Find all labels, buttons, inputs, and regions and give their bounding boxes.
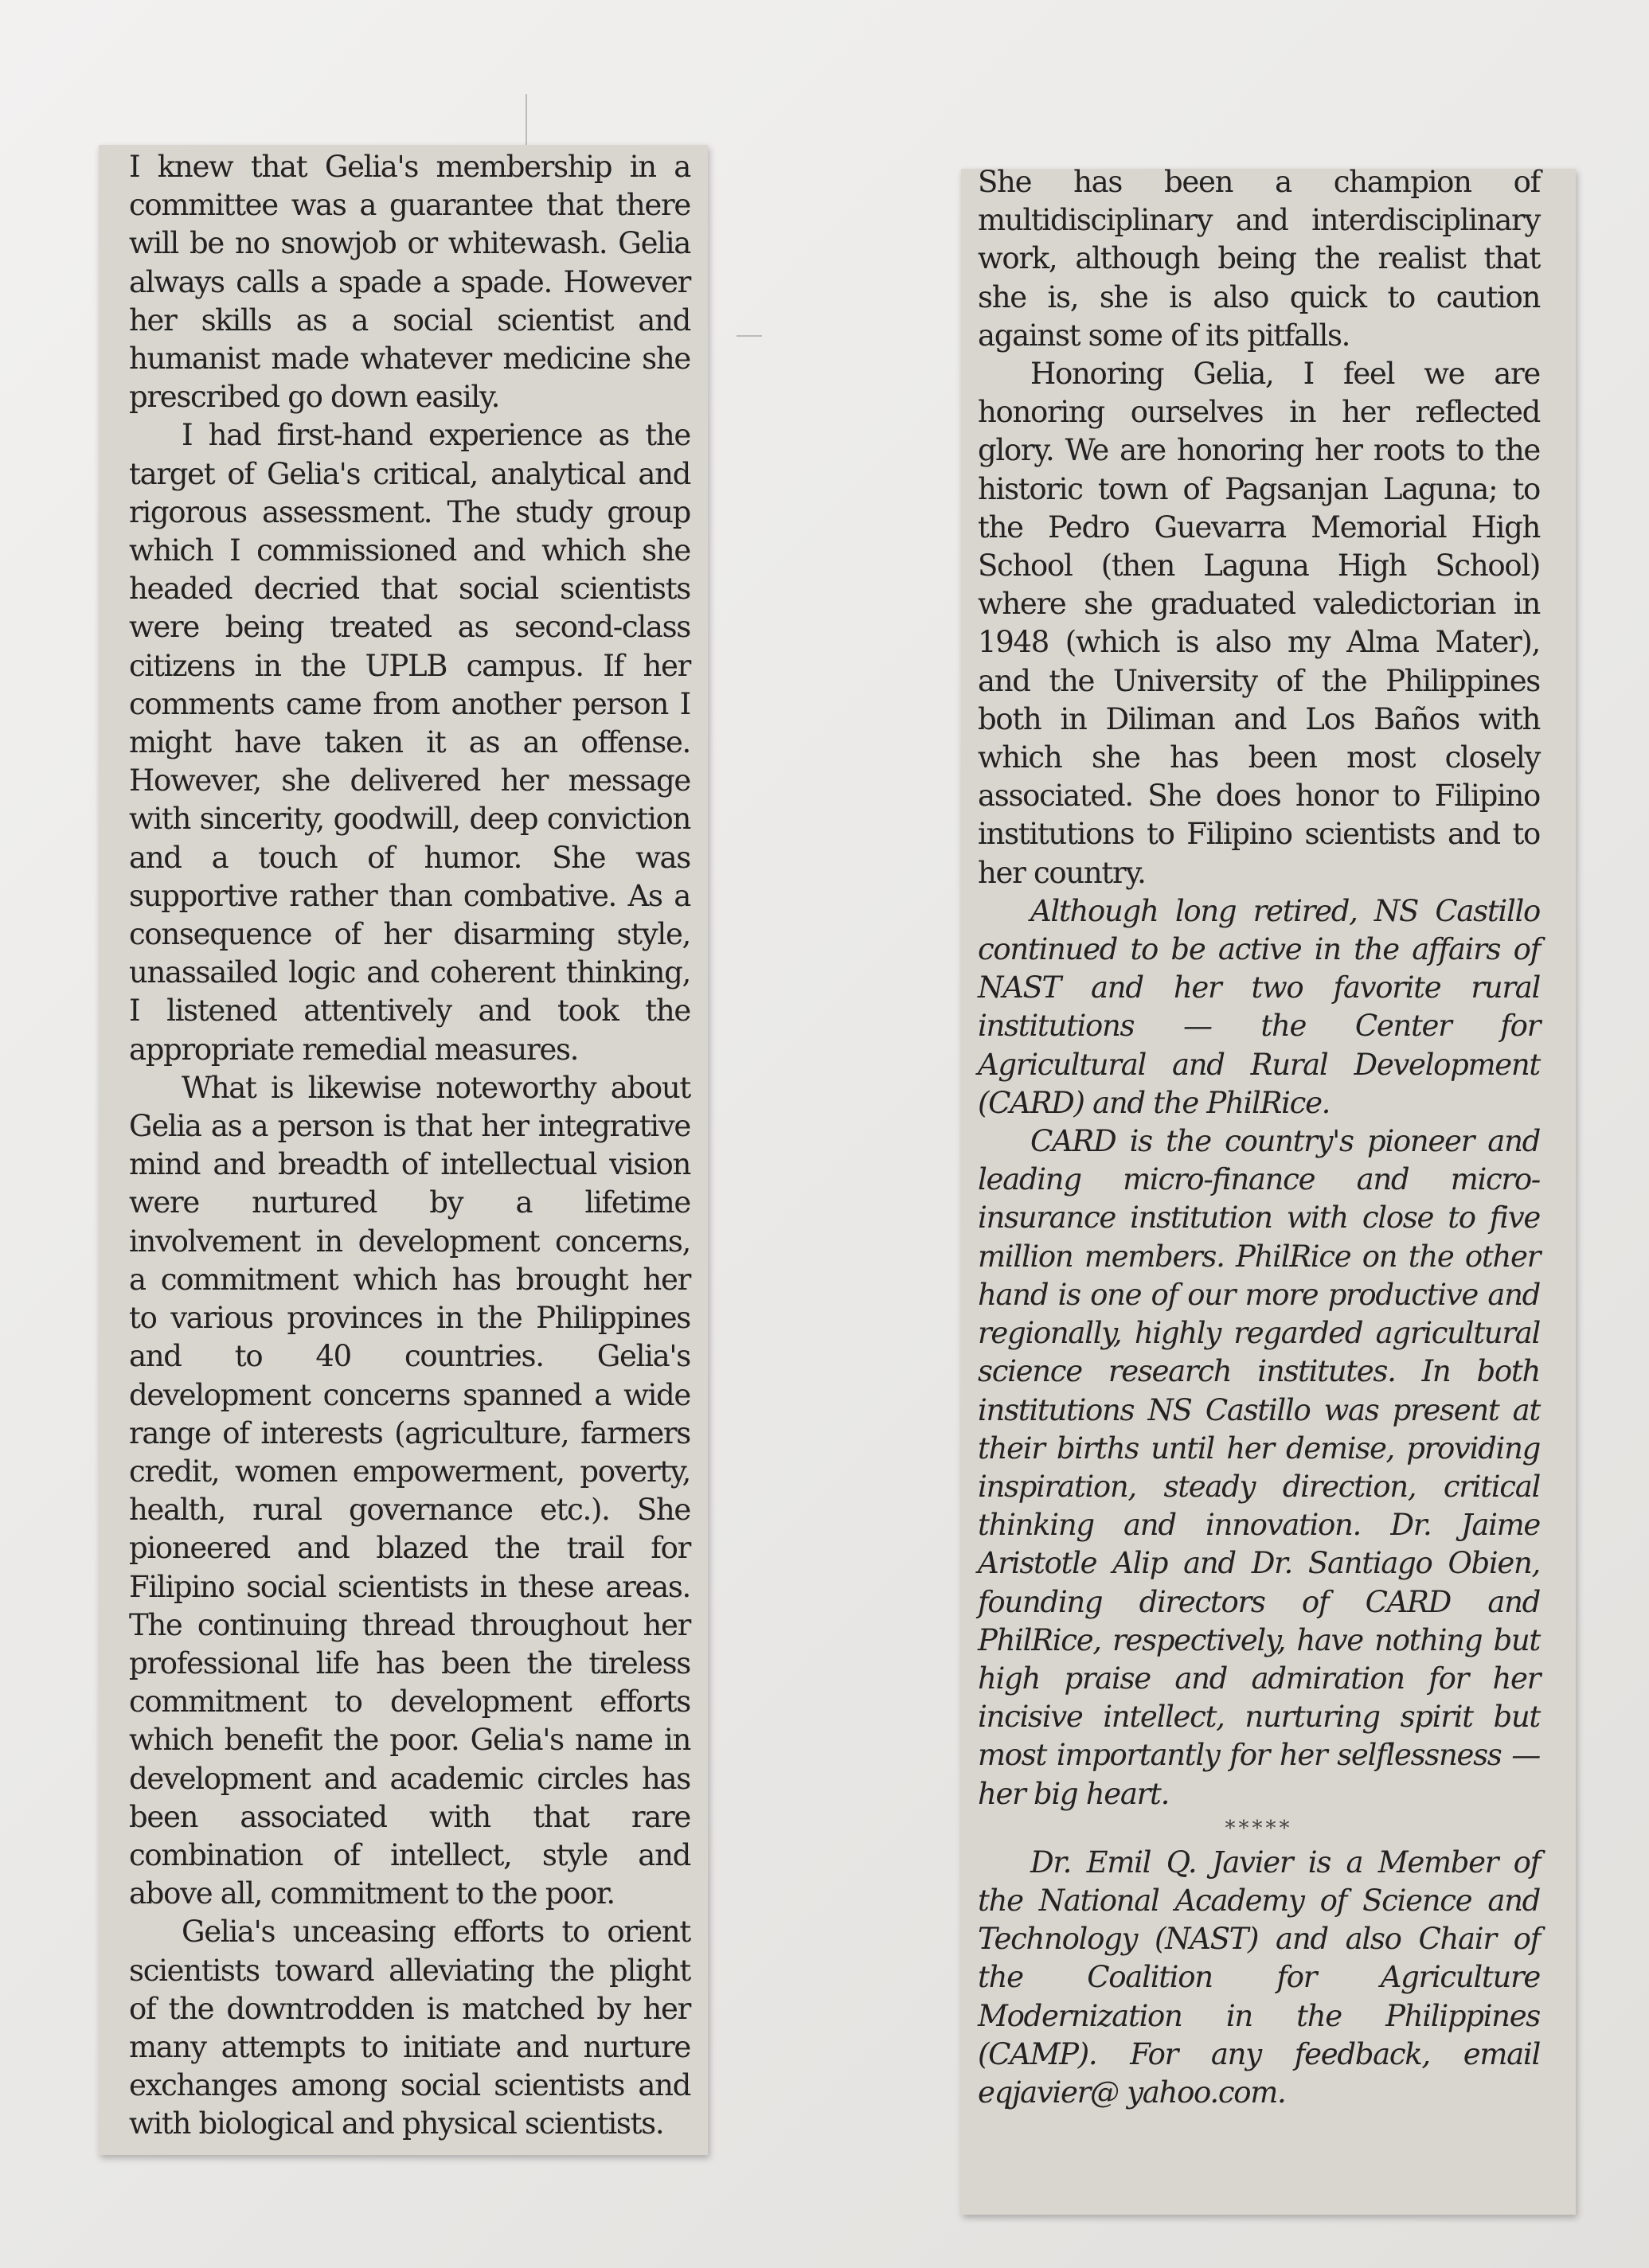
pencil-mark (737, 335, 762, 337)
paragraph: I had first-hand experience as the target of Gelia's critical, analytical and rigorous assessment. The study group which I commissioned and which she headed decried that social scientists were being treated as second-class citizens in the UPLB campus. If her comments came from another person I might have taken it as an offense. However, she delivered her message with sincerity, goodwill, deep conviction and a touch of humor. She was supportive rather than combative. As a consequence of her disarming style, unassailed logic and coherent thinking, I listened attentively and took the appropriate remedial measures. (129, 418, 690, 1067)
paragraph: What is likewise noteworthy about Gelia as a person is that her integrative mind and breadth of intellectual vision were nurtured by a lifetime involvement in development concerns, a commitment which has brought her to various provinces in the Philippines and to 40 countries. Gelia's development concerns spanned a wide range of interests (agriculture, farmers credit, women empowerment, poverty, health, rural governance etc.). She pioneered and blazed the trail for Filipino social scientists in these areas. The continuing thread throughout her professional life has been the tireless commitment to development efforts which benefit the poor. Gelia's name in development and academic circles has been associated with that rare combination of intellect, style and above all, commitment to the poor. (129, 1070, 690, 1911)
paragraph: Honoring Gelia, I feel we are honoring ourselves in her reflected glory. We are honoring her roots to the historic town of Pagsanjan Laguna; to the Pedro Guevarra Memorial High School (then Laguna High School) where she graduated valedictorian in 1948 (which is also my Alma Mater), and the University of the Philippines both in Diliman and Los Baños with which she has been most closely associated. She does honor to Filipino institutions to Filipino scientists and to her country. (978, 357, 1540, 890)
pencil-mark (526, 94, 527, 150)
paragraph: Gelia's unceasing efforts to orient scientists toward alleviating the plight of the downtrodden is matched by her many attempts to initiate and nurture exchanges among social scientists and with biological and physical scientists. (129, 1915, 690, 2141)
italic-paragraph: CARD is the country's pioneer and leading micro-finance and micro-insurance institution with close to five million members. PhilRice on the other hand is one of our more productive and regionally, highly regarded agricultural science research institutes. In both institutions NS Castillo was present at their births until her demise, providing inspiration, steady direction, critical thinking and innovation. Dr. Jaime Aristotle Alip and Dr. Santiago Obien, founding directors of CARD and PhilRice, respectively, have nothing but high praise and admiration for her incisive intellect, nurturing spirit but most importantly for her selflessness — her big heart. (978, 1124, 1540, 1811)
article-column-right (978, 163, 1540, 2112)
paragraph: She has been a champion of multidisciplinary and interdisciplinary work, although being the realist that she is, she is also quick to caution against some of its pitfalls. (978, 165, 1540, 353)
italic-paragraph: Although long retired, NS Castillo continued to be active in the affairs of NAST and her two favorite rural institutions — the Center for Agricultural and Rural Development (CARD) and the PhilRice. (978, 893, 1540, 1120)
section-separator: ***** (1225, 1816, 1293, 1841)
author-note: Dr. Emil Q. Javier is a Member of the National Academy of Science and Technology (NAST) and also Chair of the Coalition for Agriculture Modernization in the Philippines (CAMP). For any feedback, email eqjavier@ yahoo.com. (978, 1844, 1540, 2110)
paragraph: I knew that Gelia's membership in a committee was a guarantee that there will be no snowjob or whitewash. Gelia always calls a spade a spade. However her skills as a social scientist and humanist made whatever medicine she prescribed go down easily. (129, 150, 690, 415)
article-column-left (129, 148, 690, 2144)
